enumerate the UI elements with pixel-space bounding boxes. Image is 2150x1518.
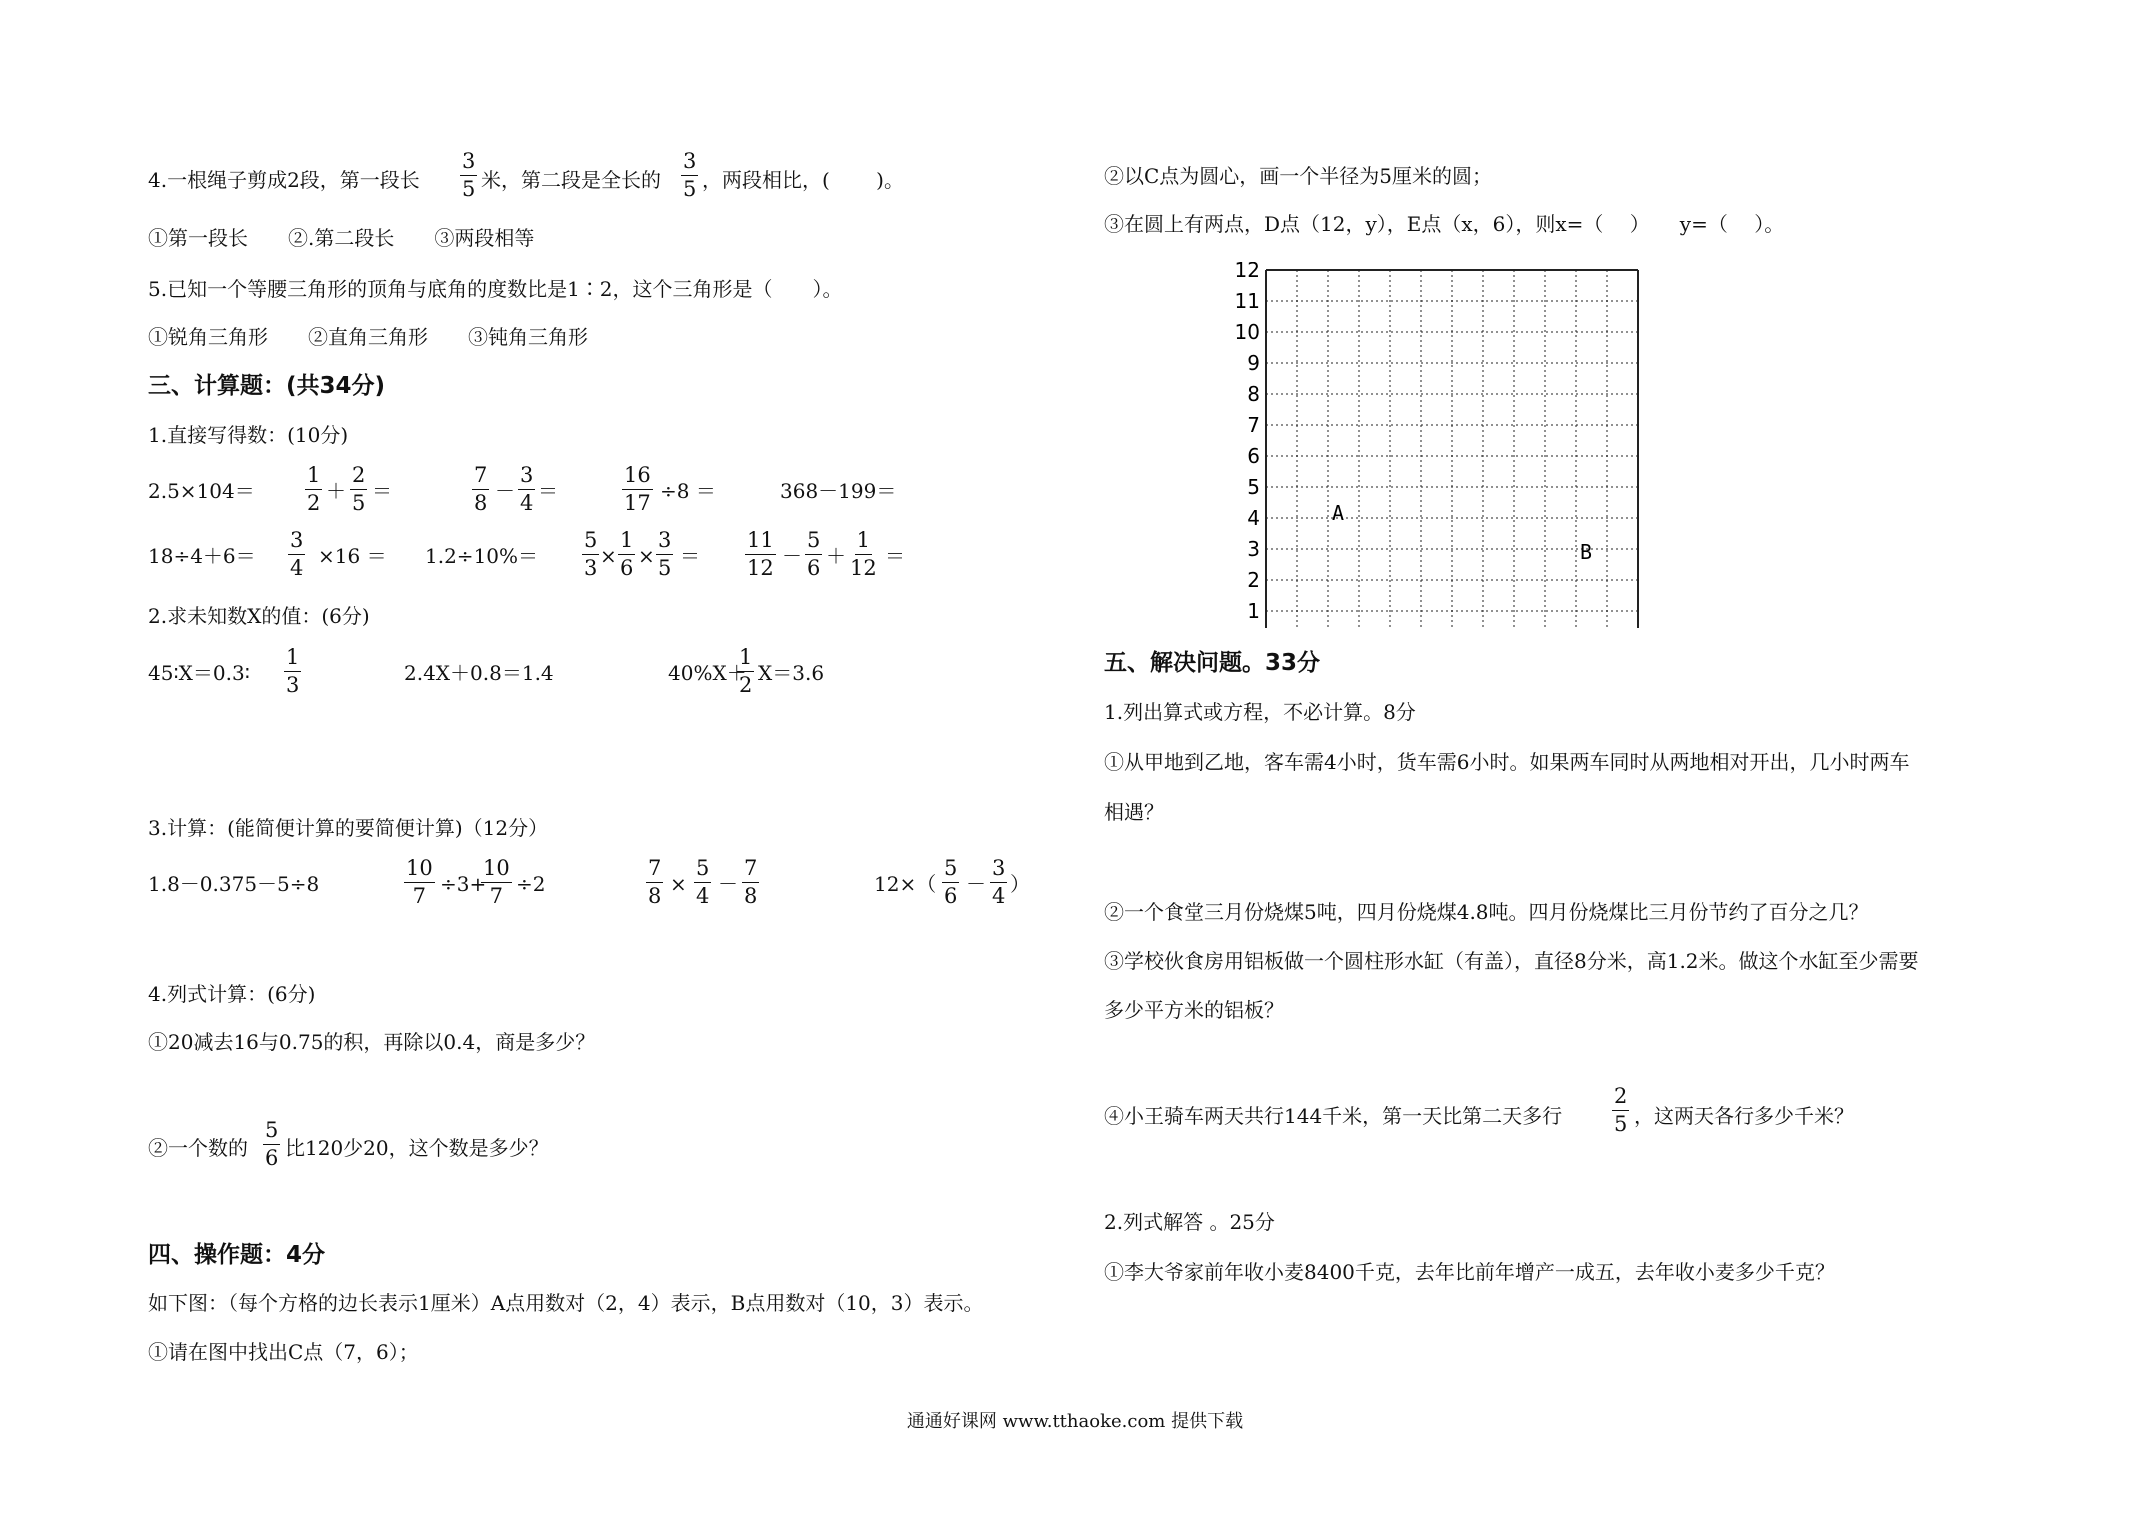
q4-text-mid: 米，第二段是全长的 [481, 168, 661, 192]
q5-options: ①锐角三角形 ②直角三角形 ③钝角三角形 [148, 325, 588, 349]
y-tick-label: 1 [1247, 599, 1260, 623]
fraction: $\frac{11}{12}$ [747, 528, 774, 580]
fraction: $\frac{2}{5}$ [352, 463, 366, 515]
operator: － [495, 479, 515, 503]
y-tick-label: 7 [1247, 413, 1260, 437]
y-tick-label: 10 [1234, 320, 1260, 344]
fraction: $\frac{7}{8}$ [474, 463, 488, 515]
q4-text-post: ，两段相比，( )。 [702, 168, 904, 192]
fraction: $\frac{5}{6}$ [944, 856, 958, 908]
section-4-desc: 如下图：（每个方格的边长表示1厘米）A点用数对（2，4）表示，B点用数对（10，3）表示。 [148, 1291, 984, 1315]
operator: － [718, 872, 738, 896]
equation-c: 40%X＋ [668, 661, 747, 685]
s5-sub-2-q1: ①李大爷家前年收小麦8400千克，去年比前年增产一成五，去年收小麦多少千克？ [1104, 1260, 1835, 1284]
operator: ＋ [826, 544, 846, 568]
operator: × [600, 544, 617, 568]
q5-text: 5.已知一个等腰三角形的顶角与底角的度数比是1∶2，这个三角形是（ ）。 [148, 277, 843, 301]
fraction: $\frac{10}{7}$ [483, 856, 510, 908]
s5-q4: ④小王骑车两天共行144千米，第一天比第二天多行 [1104, 1104, 1563, 1128]
footer: 通通好课网 www.tthaoke.com 提供下载 [906, 1411, 1244, 1432]
fraction: $\frac{16}{17}$ [624, 463, 651, 515]
sub-4-title: 4.列式计算：(6分) [148, 982, 316, 1006]
sub-4-q1: ①20减去16与0.75的积，再除以0.4，商是多少？ [148, 1030, 596, 1054]
y-tick-label: 11 [1234, 289, 1260, 313]
section-4-title: 四、操作题：4分 [148, 1242, 326, 1268]
fraction: $\frac{3}{5}$ [658, 528, 672, 580]
operator: － [782, 544, 802, 568]
sub-4-q2: ②一个数的 [148, 1136, 248, 1160]
grid-svg [1220, 262, 1660, 628]
s5-q2: ②一个食堂三月份烧煤5吨，四月份烧煤4.8吨。四月份烧煤比三月份节约了百分之几？ [1104, 900, 1869, 924]
calc-post: ） [1010, 872, 1030, 896]
equation-b: 2.4X＋0.8＝1.4 [404, 661, 554, 685]
y-axis-labels [1235, 262, 1260, 623]
y-tick-label: 12 [1234, 262, 1260, 282]
calc-item: 1.8－0.375－5÷8 [148, 872, 320, 896]
operator: × [670, 872, 687, 896]
fraction: $\frac{2}{5}$ [1614, 1084, 1628, 1136]
y-tick-label: 2 [1247, 568, 1260, 592]
fraction: $\frac{5}{6}$ [265, 1118, 279, 1170]
fraction: $\frac{1}{2}$ [739, 645, 753, 697]
calc-rest: ÷8 ＝ [660, 479, 716, 503]
section-4-q1: ①请在图中找出C点（7，6）； [148, 1340, 419, 1364]
q4-text-pre: 4.一根绳子剪成2段，第一段长 [148, 168, 420, 192]
y-tick-label: 3 [1247, 537, 1260, 561]
calc-rest: ×16 ＝ [318, 544, 387, 568]
sub-4-q2-post: 比120少20，这个数是多少？ [285, 1136, 549, 1160]
s5-sub-2-title: 2.列式解答 。25分 [1104, 1210, 1275, 1234]
section-3-title: 三、计算题：(共34分) [148, 373, 386, 399]
s5-q1-line1: ①从甲地到乙地，客车需4小时，货车需6小时。如果两车同时从两地相对开出，几小时两车 [1104, 750, 1910, 774]
section-4-q3: ③在圆上有两点，D点（12，y），E点（x，6），则x=（ ） y=（ ）。 [1104, 212, 1785, 236]
s5-q3-line1: ③学校伙食房用铝板做一个圆柱形水缸（有盖），直径8分米，高1.2米。做这个水缸至少需要 [1104, 949, 1919, 973]
y-tick-label: 9 [1247, 351, 1260, 375]
calc-item: 368－199＝ [780, 479, 897, 503]
equation-c-post: X＝3.6 [758, 661, 825, 685]
y-tick-label: 4 [1247, 506, 1260, 530]
sub-1-title: 1.直接写得数：(10分) [148, 423, 349, 447]
s5-q1-line2: 相遇？ [1104, 800, 1164, 824]
fraction: $\frac{1}{3}$ [286, 645, 300, 697]
section-5-title: 五、解决问题。33分 [1104, 650, 1321, 676]
operator: － [966, 872, 986, 896]
equation-a: 45∶X＝0.3∶ [148, 661, 250, 685]
sub-2-title: 2.求未知数X的值：(6分) [148, 604, 370, 628]
fraction: $\frac{3}{5}$ [683, 149, 697, 201]
s5-sub-1-title: 1.列出算式或方程，不必计算。8分 [1104, 700, 1416, 724]
equals: ＝ [538, 479, 558, 503]
fraction: $\frac{5}{3}$ [584, 528, 598, 580]
grid-lines [1266, 270, 1638, 628]
fraction: $\frac{5}{4}$ [696, 856, 710, 908]
fraction: $\frac{5}{6}$ [807, 528, 821, 580]
q4-options: ①第一段长 ②.第二段长 ③两段相等 [148, 226, 535, 250]
fraction: $\frac{3}{4}$ [290, 528, 304, 580]
fraction: $\frac{3}{5}$ [462, 149, 476, 201]
fraction: $\frac{7}{8}$ [744, 856, 758, 908]
calc-pre: 12×（ [874, 872, 937, 896]
fraction: $\frac{1}{12}$ [850, 528, 877, 580]
y-tick-label: 5 [1247, 475, 1260, 499]
operator: × [638, 544, 655, 568]
equals: ＝ [372, 479, 392, 503]
fraction: $\frac{10}{7}$ [406, 856, 433, 908]
s5-q3-line2: 多少平方米的铝板？ [1104, 998, 1284, 1022]
fraction: $\frac{7}{8}$ [648, 856, 662, 908]
operator: ＋ [326, 479, 346, 503]
fraction: $\frac{3}{4}$ [520, 463, 534, 515]
s5-q4-post: ，这两天各行多少千米？ [1634, 1104, 1854, 1128]
calc-mid: ÷3+ [440, 872, 487, 896]
fraction: $\frac{1}{6}$ [620, 528, 634, 580]
calc-item: 18÷4＋6＝ [148, 544, 256, 568]
calc-item: 1.2÷10%＝ [425, 544, 539, 568]
calc-item: 2.5×104＝ [148, 479, 255, 503]
fraction: $\frac{3}{4}$ [992, 856, 1006, 908]
point-b-label: B [1580, 540, 1593, 564]
equals: ＝ [680, 544, 700, 568]
point-a-label: A [1332, 501, 1345, 525]
section-4-q2: ②以C点为圆心，画一个半径为5厘米的圆； [1104, 164, 1493, 188]
equals: ＝ [885, 544, 905, 568]
calc-post: ÷2 [516, 872, 546, 896]
fraction: $\frac{1}{2}$ [307, 463, 321, 515]
coordinate-grid [1220, 262, 1660, 633]
y-tick-label: 6 [1247, 444, 1260, 468]
y-tick-label: 8 [1247, 382, 1260, 406]
sub-3-title: 3.计算：(能简便计算的要简便计算)（12分） [148, 816, 549, 840]
